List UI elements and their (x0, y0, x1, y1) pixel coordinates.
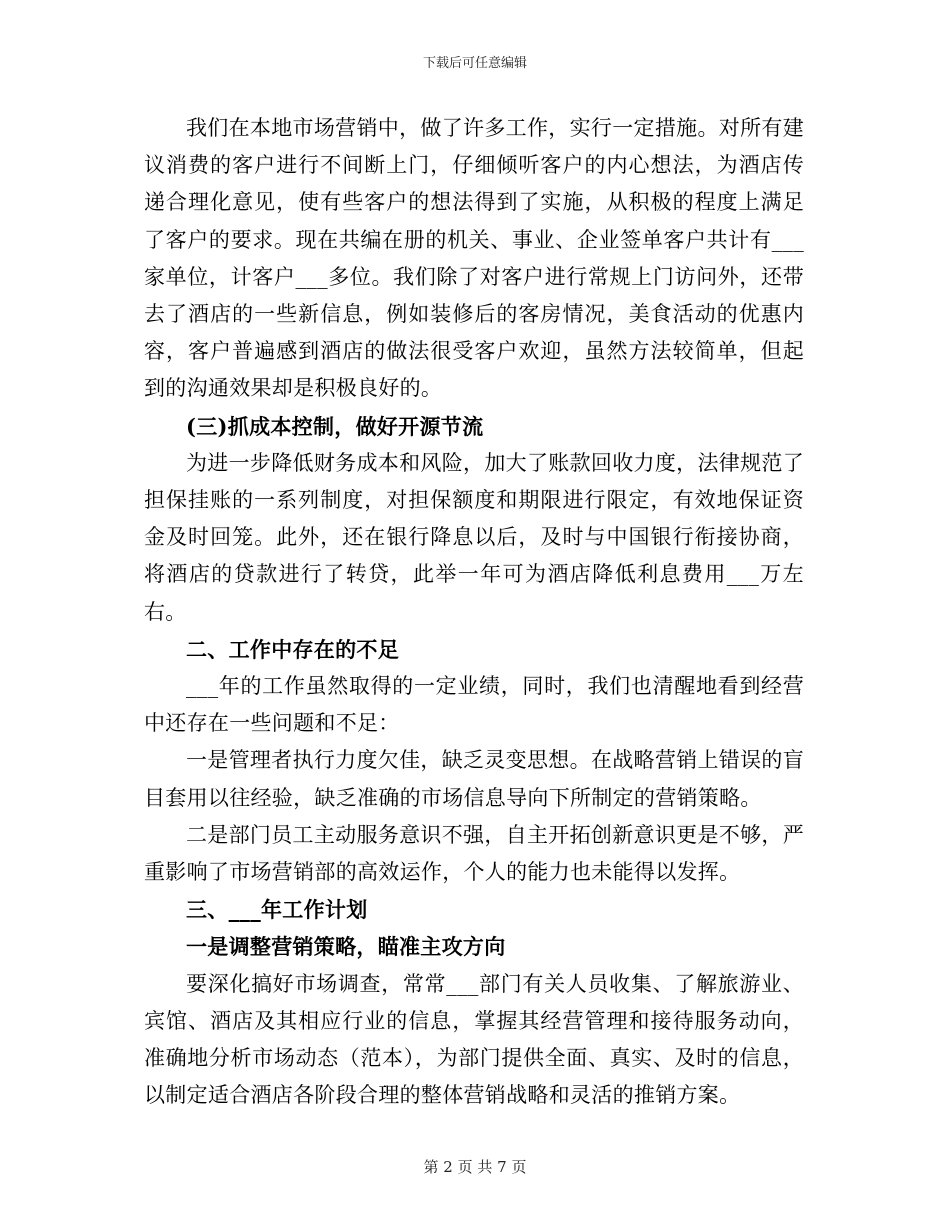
page-header: 下载后可任意编辑 (422, 56, 527, 71)
document-body (144, 110, 804, 1114)
paragraph-adjust-strategy: 要深化搞好市场调查，常常___部门有关人员收集、了解旅游业、宾馆、酒店及其相应行业的信息，掌握其经营管理和接待服务动向，准确地分析市场动态（范本），为部门提供全面、真实、及时的信息，以制定适合酒店各阶段合理的整体营销战略和灵活的推销方案。 (144, 971, 804, 1108)
paragraph-cost-control: 为进一步降低财务成本和风险，加大了账款回收力度，法律规范了担保挂账的一系列制度，对担保额度和期限进行限定，有效地保证资金及时回笼。此外，还在银行降息以后，及时与中国银行衔接协商，将酒店的贷款进行了转贷，此举一年可为酒店降低利息费用___万左右。 (144, 450, 804, 624)
heading-adjust-strategy: 一是调整营销策略，瞄准主攻方向 (186, 934, 506, 960)
page-footer: 第 2 页 共 7 页 (423, 1158, 527, 1176)
paragraph-shortcoming-two: 二是部门员工主动服务意识不强，自主开拓创新意识更是不够，严重影响了市场营销部的高效运作，个人的能力也未能得以发挥。 (144, 822, 804, 885)
heading-shortcomings: 二、工作中存在的不足 (186, 636, 399, 662)
paragraph-market-sales: 我们在本地市场营销中，做了许多工作，实行一定措施。对所有建议消费的客户进行不间断上门，仔细倾听客户的内心想法，为酒店传递合理化意见，使有些客户的想法得到了实施，从积极的程度上满足了客户的要求。现在共编在册的机关、事业、企业签单客户共计有___家单位，计客户___多位。我们除了对客户进行常规上门访问外，还带去了酒店的一些新信息，例如装修后的客房情况，美食活动的优惠内容，客户普遍感到酒店的做法很受客户欢迎，虽然方法较简单，但起到的沟通效果却是积极良好的。 (144, 116, 804, 401)
heading-cost-control: (三)抓成本控制，做好开源节流 (186, 413, 484, 439)
paragraph-shortcoming-one: 一是管理者执行力度欠佳，缺乏灵变思想。在战略营销上错误的盲目套用以往经验，缺乏准确的市场信息导向下所制定的营销策略。 (144, 748, 804, 810)
heading-work-plan: 三、___年工作计划 (186, 897, 368, 923)
paragraph-shortcomings-intro: ___年的工作虽然取得的一定业绩，同时，我们也清醒地看到经营中还存在一些问题和不足： (144, 674, 804, 736)
